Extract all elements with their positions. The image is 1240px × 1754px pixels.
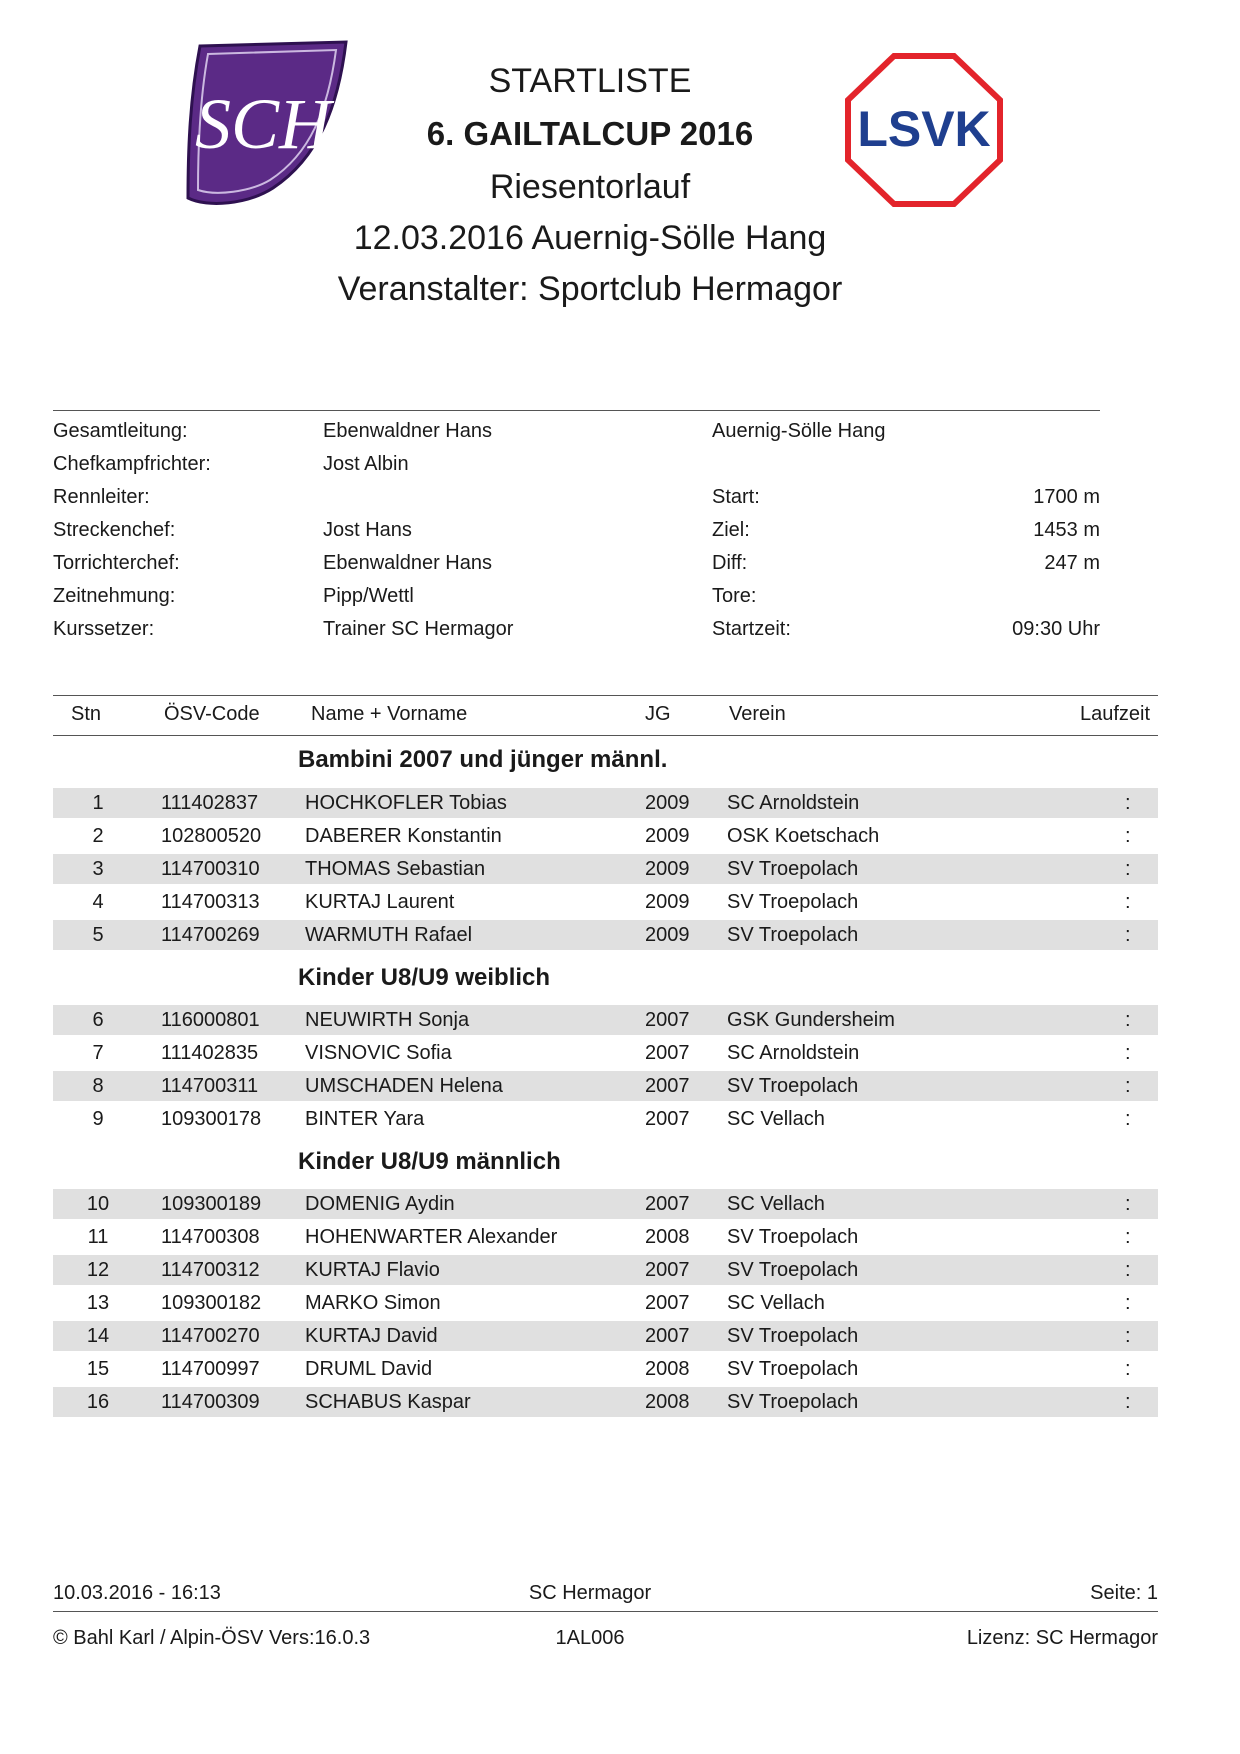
official-label: Gesamtleitung: bbox=[53, 420, 188, 442]
cell-stn: 14 bbox=[86, 1325, 110, 1347]
cell-jg: 2007 bbox=[645, 1075, 690, 1097]
cell-laufzeit: : bbox=[1125, 1259, 1131, 1281]
cell-laufzeit: : bbox=[1125, 1009, 1131, 1031]
header-verein: Verein bbox=[729, 703, 786, 725]
cell-jg: 2007 bbox=[645, 1193, 690, 1215]
cell-stn: 10 bbox=[86, 1193, 110, 1215]
cell-verein: OSK Koetschach bbox=[727, 825, 880, 847]
cell-jg: 2007 bbox=[645, 1108, 690, 1130]
footer-code: 1AL006 bbox=[555, 1627, 625, 1649]
table-row bbox=[53, 1255, 1158, 1285]
cell-name: HOHENWARTER Alexander bbox=[305, 1226, 558, 1248]
cell-name: DABERER Konstantin bbox=[305, 825, 502, 847]
discipline: Riesentorlauf bbox=[489, 168, 691, 206]
cell-code: 114700270 bbox=[161, 1325, 260, 1347]
date-place: 12.03.2016 Auernig-Sölle Hang bbox=[353, 219, 827, 257]
logo-right-text: LSVK bbox=[857, 101, 991, 157]
cell-name: DRUML David bbox=[305, 1358, 433, 1380]
table-row bbox=[53, 1321, 1158, 1351]
header-laufzeit: Laufzeit bbox=[1080, 703, 1151, 725]
table-row bbox=[53, 887, 1158, 917]
cell-jg: 2009 bbox=[645, 891, 690, 913]
footer-copyright: © Bahl Karl / Alpin-ÖSV Vers:16.0.3 bbox=[53, 1627, 371, 1649]
cell-jg: 2007 bbox=[645, 1259, 690, 1281]
footer-divider bbox=[53, 1611, 1158, 1612]
official-label: Zeitnehmung: bbox=[53, 585, 176, 607]
group-title: Kinder U8/U9 weiblich bbox=[298, 964, 551, 991]
footer-license: Lizenz: SC Hermagor bbox=[966, 1627, 1158, 1649]
cell-code: 114700309 bbox=[161, 1391, 260, 1413]
table-row bbox=[53, 1387, 1158, 1417]
cell-laufzeit: : bbox=[1125, 1325, 1131, 1347]
cell-jg: 2009 bbox=[645, 792, 690, 814]
cell-laufzeit: : bbox=[1125, 924, 1131, 946]
cell-laufzeit: : bbox=[1125, 1391, 1131, 1413]
cell-verein: SV Troepolach bbox=[727, 1325, 859, 1347]
cell-stn: 6 bbox=[92, 1009, 104, 1031]
officials-top-divider bbox=[53, 410, 1100, 411]
cell-laufzeit: : bbox=[1125, 1226, 1131, 1248]
cell-verein: SV Troepolach bbox=[727, 1226, 859, 1248]
footer-club: SC Hermagor bbox=[528, 1582, 652, 1604]
course-name: Auernig-Sölle Hang bbox=[712, 420, 886, 442]
cell-name: KURTAJ David bbox=[305, 1325, 438, 1347]
cell-verein: SC Vellach bbox=[727, 1108, 825, 1130]
official-label: Streckenchef: bbox=[53, 519, 176, 541]
cell-verein: SC Vellach bbox=[727, 1292, 825, 1314]
cell-stn: 15 bbox=[86, 1358, 110, 1380]
official-value: Trainer SC Hermagor bbox=[323, 618, 514, 640]
table-header-divider bbox=[53, 735, 1158, 736]
cell-stn: 9 bbox=[92, 1108, 104, 1130]
cell-stn: 13 bbox=[86, 1292, 110, 1314]
cell-verein: SV Troepolach bbox=[727, 858, 859, 880]
table-row bbox=[53, 920, 1158, 950]
cell-stn: 16 bbox=[86, 1391, 110, 1413]
footer-page: Seite: 1 bbox=[1090, 1582, 1158, 1604]
course-label: Ziel: bbox=[712, 519, 750, 541]
cell-laufzeit: : bbox=[1125, 1193, 1131, 1215]
event-title: 6. GAILTALCUP 2016 bbox=[426, 115, 754, 152]
cell-stn: 5 bbox=[92, 924, 104, 946]
cell-name: THOMAS Sebastian bbox=[305, 858, 486, 880]
cell-name: BINTER Yara bbox=[305, 1108, 425, 1130]
official-value: Pipp/Wettl bbox=[323, 585, 414, 607]
cell-name: KURTAJ Laurent bbox=[305, 891, 455, 913]
cell-jg: 2007 bbox=[645, 1325, 690, 1347]
cell-laufzeit: : bbox=[1125, 1042, 1131, 1064]
cell-stn: 7 bbox=[92, 1042, 104, 1064]
header-jg: JG bbox=[645, 703, 671, 725]
official-label: Rennleiter: bbox=[53, 486, 150, 508]
cell-verein: SV Troepolach bbox=[727, 1259, 859, 1281]
cell-code: 114700997 bbox=[161, 1358, 260, 1380]
cell-laufzeit: : bbox=[1125, 1292, 1131, 1314]
cell-name: WARMUTH Rafael bbox=[305, 924, 473, 946]
official-label: Chefkampfrichter: bbox=[53, 453, 211, 475]
cell-code: 116000801 bbox=[161, 1009, 260, 1031]
cell-name: VISNOVIC Sofia bbox=[305, 1042, 452, 1064]
cell-laufzeit: : bbox=[1125, 1108, 1131, 1130]
cell-verein: SC Arnoldstein bbox=[727, 792, 860, 814]
table-row bbox=[53, 1005, 1158, 1035]
table-row bbox=[53, 1222, 1158, 1252]
cell-stn: 4 bbox=[92, 891, 104, 913]
cell-jg: 2007 bbox=[645, 1009, 690, 1031]
cell-code: 111402835 bbox=[161, 1042, 259, 1064]
cell-name: NEUWIRTH Sonja bbox=[305, 1009, 470, 1031]
cell-verein: SC Vellach bbox=[727, 1193, 825, 1215]
cell-code: 109300182 bbox=[161, 1292, 262, 1314]
cell-verein: SV Troepolach bbox=[727, 891, 859, 913]
table-row bbox=[53, 1038, 1158, 1068]
cell-stn: 11 bbox=[87, 1226, 109, 1248]
cell-verein: SC Arnoldstein bbox=[727, 1042, 860, 1064]
cell-code: 111402837 bbox=[161, 792, 259, 814]
course-label: Tore: bbox=[712, 585, 757, 607]
cell-verein: GSK Gundersheim bbox=[727, 1009, 895, 1031]
cell-jg: 2007 bbox=[645, 1042, 690, 1064]
cell-code: 114700312 bbox=[161, 1259, 260, 1281]
group-title: Bambini 2007 und jünger männl. bbox=[298, 746, 668, 773]
course-label: Startzeit: bbox=[712, 618, 791, 640]
cell-stn: 2 bbox=[92, 825, 104, 847]
table-row bbox=[53, 1354, 1158, 1384]
cell-jg: 2009 bbox=[645, 924, 690, 946]
cell-stn: 12 bbox=[86, 1259, 110, 1281]
cell-name: DOMENIG Aydin bbox=[305, 1193, 455, 1215]
table-row bbox=[53, 1189, 1158, 1219]
official-value: Jost Albin bbox=[323, 453, 409, 475]
cell-code: 109300178 bbox=[161, 1108, 262, 1130]
official-value: Ebenwaldner Hans bbox=[323, 552, 492, 574]
header-name: Name + Vorname bbox=[311, 703, 468, 725]
cell-laufzeit: : bbox=[1125, 825, 1131, 847]
official-label: Kurssetzer: bbox=[53, 618, 155, 640]
cell-jg: 2009 bbox=[645, 825, 690, 847]
cell-stn: 8 bbox=[92, 1075, 104, 1097]
header-stn: Stn bbox=[71, 703, 102, 725]
cell-verein: SV Troepolach bbox=[727, 1075, 859, 1097]
course-value: 1700 m bbox=[1033, 486, 1100, 508]
official-value: Jost Hans bbox=[323, 519, 412, 541]
table-row bbox=[53, 854, 1158, 884]
cell-code: 109300189 bbox=[161, 1193, 262, 1215]
cell-name: MARKO Simon bbox=[305, 1292, 441, 1314]
cell-jg: 2008 bbox=[645, 1391, 690, 1413]
table-top-divider bbox=[53, 695, 1158, 696]
course-value: 09:30 Uhr bbox=[1012, 618, 1100, 640]
cell-name: SCHABUS Kaspar bbox=[305, 1391, 471, 1413]
table-row bbox=[53, 1288, 1158, 1318]
course-label: Diff: bbox=[712, 552, 748, 574]
cell-jg: 2008 bbox=[645, 1226, 690, 1248]
group-title: Kinder U8/U9 männlich bbox=[298, 1148, 561, 1175]
cell-laufzeit: : bbox=[1125, 1075, 1131, 1097]
official-value: Ebenwaldner Hans bbox=[323, 420, 492, 442]
cell-laufzeit: : bbox=[1125, 858, 1131, 880]
logo-left-text: SCH bbox=[194, 84, 332, 164]
cell-code: 114700311 bbox=[161, 1075, 259, 1097]
cell-stn: 1 bbox=[92, 792, 104, 814]
official-label: Torrichterchef: bbox=[53, 552, 180, 574]
cell-stn: 3 bbox=[92, 858, 104, 880]
table-row bbox=[53, 788, 1158, 818]
footer-timestamp: 10.03.2016 - 16:13 bbox=[53, 1582, 221, 1604]
cell-jg: 2007 bbox=[645, 1292, 690, 1314]
doc-title: STARTLISTE bbox=[488, 62, 692, 100]
course-label: Start: bbox=[712, 486, 760, 508]
cell-code: 114700313 bbox=[161, 891, 260, 913]
cell-code: 114700308 bbox=[161, 1226, 260, 1248]
cell-name: HOCHKOFLER Tobias bbox=[305, 792, 507, 814]
cell-name: UMSCHADEN Helena bbox=[305, 1075, 503, 1097]
cell-name: KURTAJ Flavio bbox=[305, 1259, 440, 1281]
cell-jg: 2008 bbox=[645, 1358, 690, 1380]
cell-laufzeit: : bbox=[1125, 1358, 1131, 1380]
organizer: Veranstalter: Sportclub Hermagor bbox=[337, 270, 843, 308]
cell-verein: SV Troepolach bbox=[727, 1358, 859, 1380]
cell-verein: SV Troepolach bbox=[727, 1391, 859, 1413]
table-row bbox=[53, 821, 1158, 851]
table-row bbox=[53, 1104, 1158, 1134]
cell-verein: SV Troepolach bbox=[727, 924, 859, 946]
cell-laufzeit: : bbox=[1125, 891, 1131, 913]
cell-jg: 2009 bbox=[645, 858, 690, 880]
cell-code: 114700269 bbox=[161, 924, 260, 946]
course-value: 247 m bbox=[1044, 552, 1100, 574]
cell-laufzeit: : bbox=[1125, 792, 1131, 814]
table-row bbox=[53, 1071, 1158, 1101]
cell-code: 114700310 bbox=[161, 858, 260, 880]
course-value: 1453 m bbox=[1033, 519, 1100, 541]
cell-code: 102800520 bbox=[161, 825, 262, 847]
header-code: ÖSV-Code bbox=[164, 703, 260, 725]
